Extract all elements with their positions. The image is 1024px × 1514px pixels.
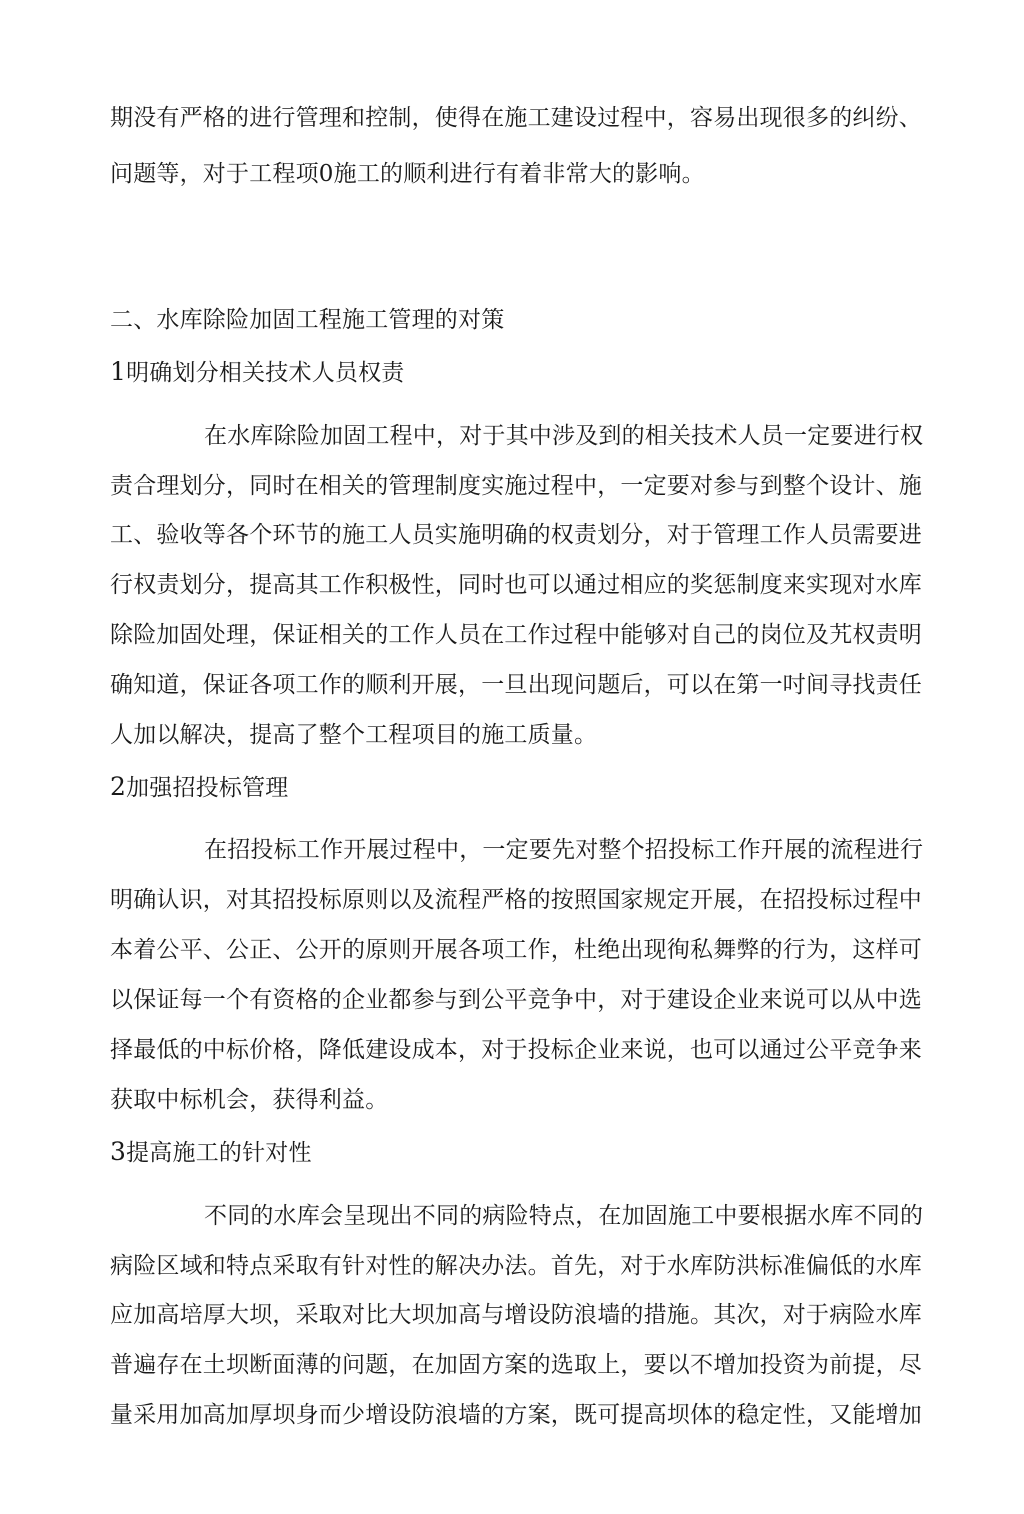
subsection-3-title: 提高施工的针对性	[126, 1140, 312, 1166]
sub3-line-4: 普遍存在土坝断面薄的问题，在加固方案的选取上，要以不增加投资为前提，尽	[110, 1352, 922, 1378]
sub1-line-6: 确知道，保证各项工作的顺利开展，一旦出现问题后，可以在第一吋间寻找责任	[110, 672, 922, 698]
subsection-2-heading	[110, 772, 890, 803]
sub3-line-1: 不同的水库会呈现出不同的病险特点，在加固施工中要根据水库不同的	[204, 1203, 924, 1229]
sub1-line-1: 在水库除险加固工程中，对于其中涉及到的相关技术人员一定要进行权	[204, 423, 924, 449]
sub2-line-5: 择最低的中标价格，降低建设成本，对于投标企业来说，也可以通过公平竞争来	[110, 1037, 922, 1063]
sub1-line-7: 人加以解决，提高了整个工程项目的施工质量。	[110, 722, 598, 748]
sub3-line-3: 应加高培厚大坝，采取对比大坝加高与增设防浪墙的措施。其次，对于病险水库	[110, 1302, 922, 1328]
sub3-line-2: 病险区域和特点采取有针对性的解决办法。首先，对于水库防洪标准偏低的水库	[110, 1253, 922, 1279]
subsection-1-title: 明确划分相关技术人员权责	[126, 360, 405, 386]
sub2-line-6: 获取中标机会，获得利益。	[110, 1087, 389, 1113]
sub1-line-5: 除险加固处理，保证相关的工作人员在工作过程中能够对自己的岗位及艽权责明	[110, 622, 922, 648]
sub2-line-2: 明确认识，对其招投标原则以及流程严格的按照国家规定开展，在招投标过程中	[110, 887, 922, 913]
sub2-line-3: 本着公平、公正、公开的原则开展各项工作，杜绝出现徇私舞弊的行为，这样可	[110, 937, 922, 963]
sub2-line-1: 在招投标工作开展过程中，一定要先对整个招投标工作幵展的流程进行	[204, 837, 924, 863]
intro-line-2: 问题等，对于工程项0施工的顺利进行有着非常大的影响。	[110, 161, 705, 187]
sub3-line-5: 量采用加高加厚坝身而少增设防浪墙的方案，既可提高坝体的稳定性，又能增加	[110, 1402, 922, 1428]
sub1-line-4: 行权责划分，提高其工作积极性，同时也可以通过相应的奖惩制度来实现对水库	[110, 572, 922, 598]
section-title: 二、水库除险加固工程施工管理的对策	[110, 307, 505, 333]
subsection-1-heading	[110, 357, 890, 388]
subsection-2-number: 2	[110, 772, 127, 801]
subsection-3-heading	[110, 1137, 890, 1168]
subsection-3-number: 3	[110, 1137, 127, 1166]
subsection-2-title: 加强招投标管理	[126, 775, 289, 801]
sub1-line-3: 工、验收等各个环节的施工人员实施明确的权责划分，对于管理工作人员需要进	[110, 522, 922, 548]
intro-line-1: 期没有严格的进行管理和控制，使得在施工建设过程中，容易出现很多的纠纷、	[110, 105, 922, 131]
subsection-1-number: 1	[110, 357, 127, 386]
sub2-line-4: 以保证每一个有资格的企业都参与到公平竞争中，对于建设企业来说可以从中选	[110, 987, 922, 1013]
sub1-line-2: 责合理划分，同时在相关的管理制度实施过程中，一定要对参与到整个设计、施	[110, 473, 922, 499]
